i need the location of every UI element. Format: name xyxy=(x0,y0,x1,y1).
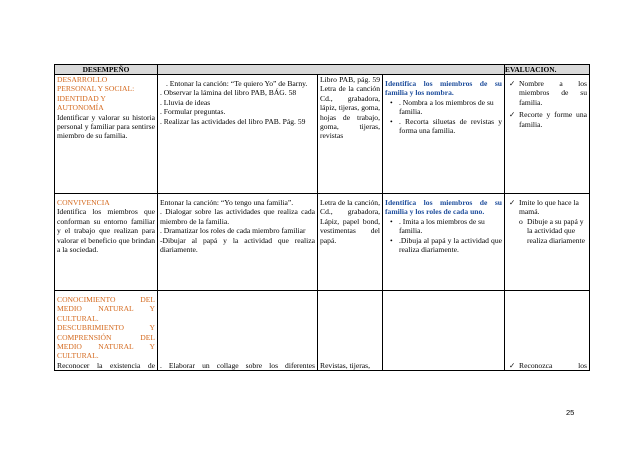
header-desempeno: DESEMPEÑO xyxy=(55,65,158,75)
list-item-text: Imite lo que hace la mamá. xyxy=(519,198,579,217)
indicador-cell xyxy=(383,291,505,371)
checkmark-icon: ✓ xyxy=(509,360,516,370)
actividad-item: . Lluvia de ideas xyxy=(160,97,211,107)
area-line: COMPRENSIÓN DEL xyxy=(57,332,155,342)
actividad-item: . Entonar la canción: “Te quiero Yo” de Barny. xyxy=(166,79,308,88)
table-header-row xyxy=(55,65,590,75)
list-item xyxy=(509,79,588,107)
area-line: MEDIO NATURAL Y xyxy=(57,342,155,352)
actividad-item: . Dialogar sobre las actividades que realiza cada miembro de la familia. xyxy=(160,207,315,226)
recursos-text: Letra de la canción, Cd., grabadora, Lápiz, papel bond, vestimentas del papá. xyxy=(320,198,380,245)
indicador-title: Identifica los miembros de su familia y los nombra. xyxy=(385,79,503,98)
evaluacion-cell xyxy=(505,75,590,194)
list-item xyxy=(509,110,588,129)
evaluacion-cell-inner xyxy=(507,291,587,370)
area-line: CULTURAL. xyxy=(57,313,99,323)
area-line: CULTURAL. xyxy=(57,351,99,361)
recursos-cell xyxy=(318,194,383,291)
area-line: MEDIO NATURAL Y xyxy=(57,304,155,314)
list-item-text: . Recorta siluetas de revistas y forma una familia. xyxy=(399,116,503,136)
area-title xyxy=(57,75,155,113)
actividades-cell-inner xyxy=(160,291,315,370)
desempeno-text: Identifica los miembros que conforman su entorno familiar y el trabajo que realizan para valorar el beneficio que brindan a la sociedad. xyxy=(57,207,155,255)
area-line-text: IDENTIDAD Y xyxy=(57,93,106,103)
evaluacion-cell xyxy=(505,291,590,371)
indicador-title: Identifica los miembros de su familia y los roles de cada uno. xyxy=(385,198,503,217)
table-row xyxy=(55,194,590,291)
bullet-icon: • xyxy=(390,97,393,107)
recursos-text: Libro PAB, pág. 59 Letra de la canción Cd., grabadora, lápiz, tijeras, goma, hojas de trabajo, goma, tijeras, revistas xyxy=(320,75,380,141)
area-cell xyxy=(55,194,158,291)
indicador-list xyxy=(385,217,502,255)
desempeno-text: Identificar y valorar su historia personal y familiar para sentirse miembro de su familia. xyxy=(57,112,155,141)
list-item xyxy=(507,361,587,370)
indicador-cell xyxy=(383,194,505,291)
actividades-cell xyxy=(158,291,318,371)
planning-table xyxy=(54,64,590,371)
area-line: PERSONAL Y SOCIAL: xyxy=(57,84,135,94)
list-item xyxy=(390,235,503,255)
area-cell xyxy=(55,75,158,194)
area-line: DESARROLLO xyxy=(57,75,108,84)
area-cell-inner xyxy=(57,291,155,370)
checkmark-icon: ✓ xyxy=(509,79,516,88)
actividad-item: -Dibujar al papá y la actividad que realiza diariamente. xyxy=(160,235,315,255)
list-item xyxy=(509,198,587,217)
area-title xyxy=(57,295,155,361)
header-evaluacion: EVALUACION. xyxy=(505,65,590,75)
bullet-icon: • xyxy=(390,216,393,226)
indicador-cell xyxy=(383,75,505,194)
recursos-cell xyxy=(318,291,383,371)
list-item xyxy=(390,216,502,236)
recursos-cell xyxy=(318,75,383,194)
table-row xyxy=(55,75,590,194)
indicador-list xyxy=(385,98,502,136)
area-cell xyxy=(55,291,158,371)
list-item xyxy=(390,97,502,117)
table-row xyxy=(55,291,590,371)
evaluacion-list xyxy=(507,198,587,217)
evaluacion-list xyxy=(507,79,587,129)
list-item xyxy=(519,216,587,245)
recursos-text: Revistas, tijeras, xyxy=(320,360,370,370)
circle-bullet-icon: o xyxy=(519,216,523,226)
actividad-item: . Formular preguntas. xyxy=(160,107,226,117)
actividad-item: . Observar la lámina del libro PAB, BÁG. 58 xyxy=(160,88,297,98)
actividad-item: . Elaborar un collage sobre los diferentes xyxy=(160,360,315,370)
area-title: CONVIVENCIA xyxy=(57,198,110,207)
header-blank xyxy=(158,65,505,75)
bullet-icon: • xyxy=(390,235,393,245)
evaluacion-cell xyxy=(505,194,590,291)
desempeno-text: Reconocer la existencia de xyxy=(57,360,155,370)
evaluacion-sublist xyxy=(507,217,587,245)
list-item-text: Reconozca los xyxy=(519,360,588,370)
list-item-text: Recorte y forme una familia. xyxy=(519,110,588,129)
recursos-cell-inner xyxy=(320,291,380,370)
area-line: CONOCIMIENTO DEL xyxy=(57,295,155,304)
list-item-text: . Nombra a los miembros de su familia. xyxy=(399,97,494,117)
page-number: 25 xyxy=(566,408,575,417)
actividad-item: . Dramatizar los roles de cada miembro familiar xyxy=(160,226,306,236)
checkmark-icon: ✓ xyxy=(509,110,516,120)
list-item-text: Nombre a los miembros de su familia. xyxy=(519,79,588,107)
actividades-cell xyxy=(158,194,318,291)
actividades-cell xyxy=(158,75,318,194)
actividad-item: Entonar la canción: “Yo tengo una familia”. xyxy=(160,198,294,207)
list-item xyxy=(390,116,503,136)
list-item-text: Dibuje a su papá y la actividad que realiza diariamente xyxy=(527,216,585,245)
area-line xyxy=(57,94,155,103)
bullet-icon: • xyxy=(390,116,393,126)
actividad-item: . Realizar las actividades del libro PAB. Pág. 59 xyxy=(160,116,306,126)
list-item-text: . Imita a los miembros de su familia. xyxy=(399,216,485,236)
area-line: AUTONOMÍA xyxy=(57,103,104,113)
checkmark-icon: ✓ xyxy=(509,198,516,207)
area-line: DESCUBRIMIENTO Y xyxy=(57,323,155,333)
list-item-text: .Dibuja al papá y la actividad que realiza diariamente. xyxy=(399,235,503,255)
